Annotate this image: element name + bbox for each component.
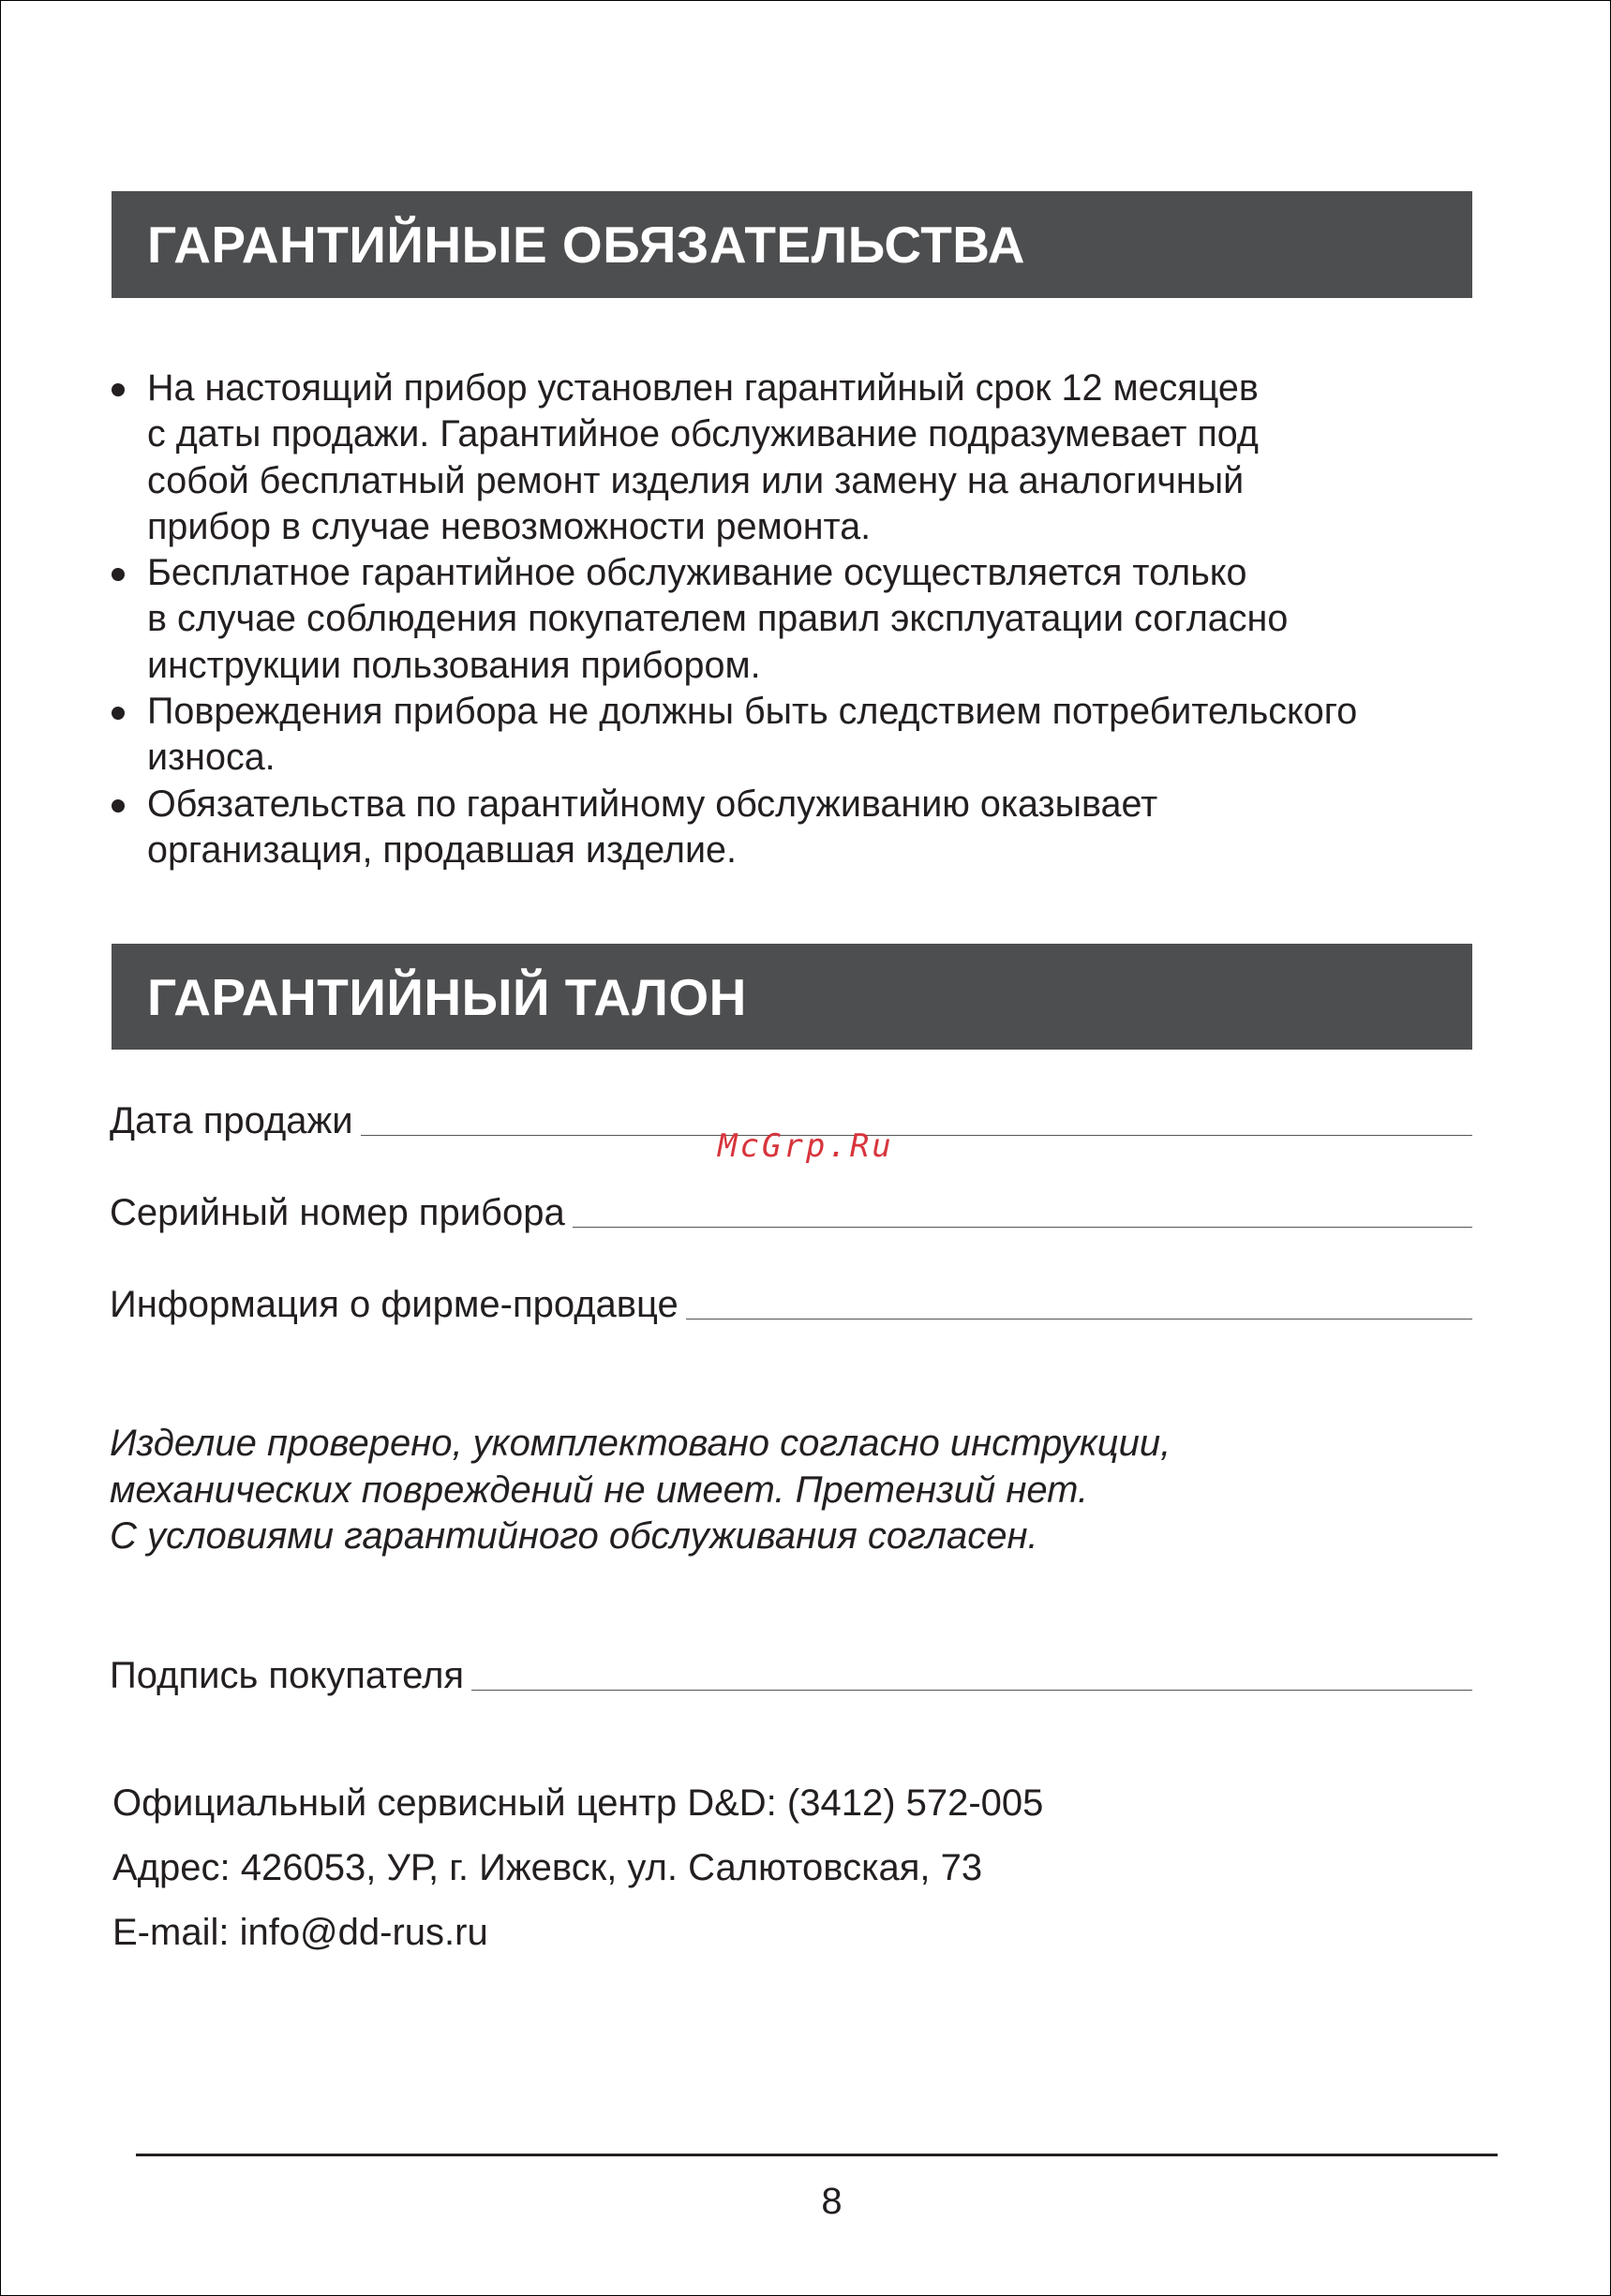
warranty-term (112, 782, 1499, 874)
page-number: 8 (821, 2181, 843, 2222)
service-center-phone: Официальный сервисный центр D&D: (3412) 572-005 (112, 1782, 1044, 1824)
bullet-dot-icon (112, 383, 125, 396)
serial-number-label: Серийный номер прибора (110, 1192, 565, 1233)
note-line: С условиями гарантийного обслуживания согласен. (110, 1515, 1038, 1557)
buyer-signature-blank-line (471, 1690, 1472, 1691)
service-center-address: Адрес: 426053, УР, г. Ижевск, ул. Салютовская, 73 (112, 1847, 983, 1888)
term-line: Бесплатное гарантийное обслуживание осуществляется только (147, 552, 1247, 594)
term-line: организация, продавшая изделие. (147, 828, 737, 871)
term-line: Повреждения прибора не должны быть следствием потребительского (147, 691, 1358, 733)
service-center-email: E-mail: info@dd-rus.ru (112, 1912, 488, 1953)
note-line: механических повреждений не имеет. Претензий нет. (110, 1469, 1089, 1511)
serial-number-field (110, 1190, 1472, 1235)
term-line: собой бесплатный ремонт изделия или замену на аналогичный (147, 459, 1245, 501)
term-line: Обязательства по гарантийному обслуживанию оказывает (147, 783, 1158, 825)
sale-date-label: Дата продажи (110, 1100, 353, 1141)
buyer-signature-label: Подпись покупателя (110, 1655, 465, 1696)
bullet-dot-icon (112, 707, 125, 720)
term-line: в случае соблюдения покупателем правил эксплуатации согласно (147, 598, 1289, 640)
buyer-confirmation-note (110, 1421, 1171, 1560)
warranty-term (112, 689, 1499, 782)
term-line: износа. (147, 737, 276, 779)
warranty-heading-text: ГАРАНТИЙНЫЕ ОБЯЗАТЕЛЬСТВА (147, 216, 1025, 274)
serial-number-blank-line (573, 1227, 1472, 1228)
warranty-term (112, 365, 1499, 550)
coupon-heading (112, 944, 1472, 1050)
warranty-heading (112, 191, 1472, 298)
watermark: McGrp.Ru (718, 1127, 894, 1165)
seller-info-label: Информация о фирме-продавце (110, 1284, 679, 1325)
coupon-heading-text: ГАРАНТИЙНЫЙ ТАЛОН (147, 967, 747, 1026)
sale-date-blank-line (361, 1135, 1472, 1136)
seller-info-field (110, 1282, 1472, 1327)
warranty-term (112, 550, 1499, 689)
service-contacts (112, 1771, 1043, 1965)
buyer-signature-field (110, 1653, 1472, 1698)
footer-divider (136, 2154, 1498, 2156)
term-line: На настоящий прибор установлен гарантийный срок 12 месяцев (147, 367, 1259, 409)
warranty-terms-list (112, 365, 1499, 873)
term-line: прибор в случае невозможности ремонта. (147, 505, 872, 547)
bullet-dot-icon (112, 799, 125, 813)
note-line: Изделие проверено, укомплектовано согласно инструкции, (110, 1423, 1171, 1464)
term-line: с даты продажи. Гарантийное обслуживание подразумевает под (147, 413, 1259, 455)
term-line: инструкции пользования прибором. (147, 644, 761, 686)
bullet-dot-icon (112, 568, 125, 581)
